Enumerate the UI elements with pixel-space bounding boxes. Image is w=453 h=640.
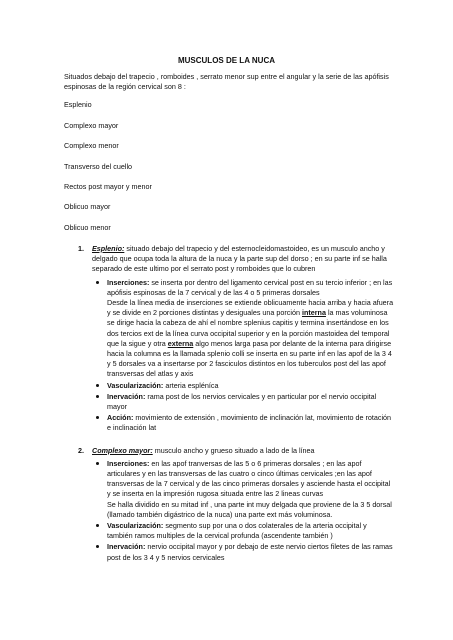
muscle-list-item: Complexo menor [64,141,119,151]
bullet-inervacion [92,542,394,562]
section-complexo-mayor [64,446,394,563]
detail-emphasis: interna [301,308,326,318]
sections-list [64,244,394,563]
bullet-inserciones [92,459,394,520]
bullet-inervacion [92,392,394,412]
bullet-label: Vascularización: [107,380,164,390]
muscle-list-item: Esplenio [64,100,92,110]
bullet-dot-icon [96,524,99,527]
muscle-list-item: Oblicuo menor [64,222,111,232]
detail-emphasis: externa [167,338,194,348]
muscle-list-item: Complexo mayor [64,120,119,130]
section-number: 1. [78,243,84,253]
bullet-list [92,459,394,563]
bullet-text: segmento sup por una o dos colaterales de la arteria occipital y también ramos multiples de la cervical profunda (ascendente también ) [107,521,367,541]
bullet-dot-icon [96,545,99,548]
bullet-label: Inervación: [107,391,146,401]
muscle-list-item: Rectos post mayor y menor [64,181,152,191]
bullet-inserciones [92,278,394,380]
section-description: musculo ancho y grueso situado a lado de la línea [152,445,315,455]
bullet-detail: Se halla dividido en su mitad inf , una parte int muy delgada que proviene de la 3 5 dorsal (llamado también digástrico de la nuca) una parte ext más voluminosa. [107,499,392,519]
section-number: 2. [78,445,84,455]
bullet-dot-icon [96,395,99,398]
bullet-text: arteria espléníca [163,380,219,390]
bullet-dot-icon [96,281,99,284]
muscle-list-item: Transverso del cuello [64,161,133,171]
bullet-vascularizacion [92,381,394,391]
bullet-text: movimiento de extensión , movimiento de inclinación lat, movimiento de rotación e inclinación lat [107,413,392,433]
section-heading [92,244,394,275]
bullet-dot-icon [96,416,99,419]
bullet-dot-icon [96,462,99,465]
bullet-label: Inserciones: [107,458,150,468]
bullet-accion [92,413,394,433]
bullet-dot-icon [96,384,99,387]
section-heading [92,446,394,456]
bullet-detail [107,298,394,380]
bullet-label: Vascularización: [107,521,164,531]
bullet-text: se inserta por dentro del ligamento cervical post en su tercio inferior ; en las apófisis espinosas de la 7 cervical y de las 4 o 5 primeras dorsales [107,277,393,297]
bullet-list [92,278,394,434]
document-body [64,72,394,575]
bullet-label: Inserciones: [107,277,150,287]
bullet-text: rama post de los nervios cervicales y en particular por el nervio occipital mayor [107,391,377,411]
section-esplenio [64,244,394,434]
bullet-text: en las apof tranversas de las 5 o 6 primeras dorsales ; en las apof articulares y en las transversas de las cuatro o cinco últimas cervicales ;en las apof transversas de la 7 cervical y de las cinco primeras dorsales y asciende hasta el occipital y se inserta en la impresión rugosa situada entre las 2 lineas curvas [107,458,391,499]
section-description: situado debajo del trapecio y del esternocleidomastoideo, es un musculo ancho y delgado que ocupa toda la altura de la nuca y la parte sup del dorso ; en su parte inf se halla separado de este ultimo por el serrato post y romboides que lo cubren [92,243,387,274]
bullet-label: Acción: [107,413,134,423]
page-title: MUSCULOS DE LA NUCA [177,56,276,65]
bullet-vascularizacion [92,521,394,541]
detail-text: la mas voluminosa se dirige hacia la cabeza de ahí el nombre splenius capitis y termina insertándose en los dos tercios ext de la línea curva occipital superior y en la porción mastoidea del temporal que la sigue y otra [107,308,390,348]
bullet-text: nervio occipital mayor y por debajo de este nervio ciertos filetes de las ramas post de los 3 4 y 5 nervios cervicales [107,542,393,562]
muscle-list [64,100,394,233]
detail-text: algo menos larga pasa por delante de la interna para dirigirse hacia la columna es la llamada splenio colli se inserta en su parte inf en las apof de la 3 4 y 5 dorsales va a insertarse por 2 fasciculos distintos en los tuberculos post del las apof transversas del atlas y axis [107,338,392,379]
section-name: Complexo mayor: [92,445,153,455]
detail-text: Desde la línea media de inserciones se extiende oblicuamente hacia arriba y hacia afuera y se divide en 2 porciones distintas y desiguales una porción [107,297,394,318]
section-name: Esplenio: [92,243,125,253]
intro-paragraph: Situados debajo del trapecio , romboides , serrato menor sup entre el angular y la serie de las apófisis espinosas de la región cervical son 8 : [64,72,389,92]
muscle-list-item: Oblicuo mayor [64,202,111,212]
bullet-label: Inervación: [107,542,146,552]
